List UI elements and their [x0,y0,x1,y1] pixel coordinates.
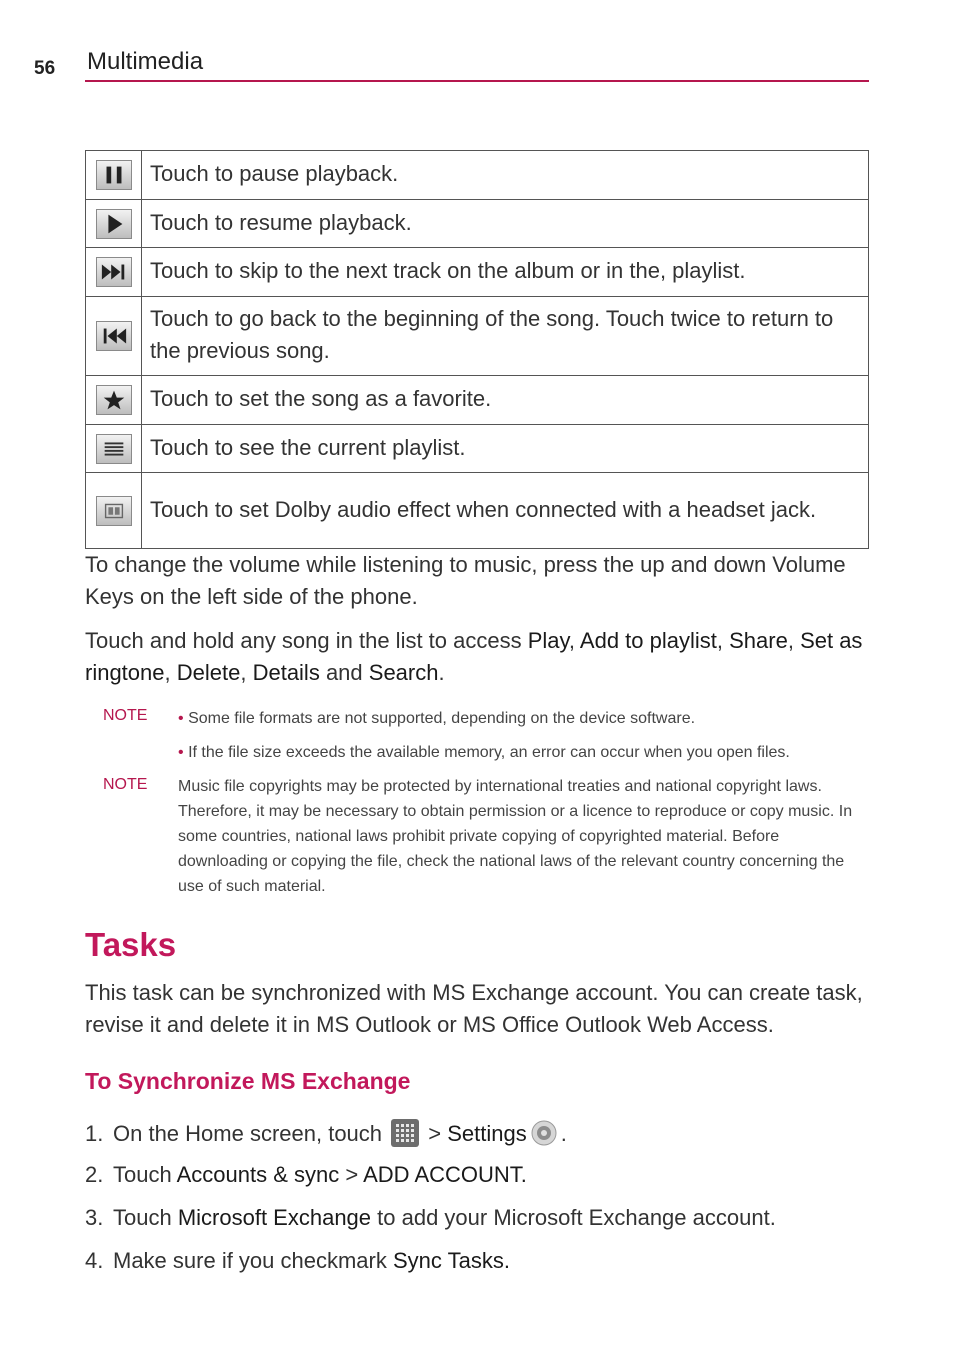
table-row [86,473,869,549]
table-row [86,425,869,473]
tasks-intro: This task can be synchronized with MS Exchange account. You can create task, revise it and delete it in MS Outlook or MS Office Outlook Web Access. [85,980,863,1037]
playlist-icon [96,434,132,464]
controls-table [85,150,869,549]
step-2: 2. Touch Accounts & sync > ADD ACCOUNT. [85,1162,527,1187]
sync-tasks-label: Sync Tasks. [392,1248,510,1273]
accounts-sync-label: Accounts & sync [176,1162,340,1187]
settings-gear-icon [530,1119,558,1147]
delete-option: Delete [176,660,241,685]
note-label: NOTE [103,776,148,793]
page-number: 56 [34,58,56,79]
settings-label: Settings [447,1121,527,1146]
note-bullet: • Some file formats are not supported, depending on the device software. [178,710,696,727]
header-divider [85,80,869,82]
play-option: Play [527,628,569,653]
control-description: Touch to pause playback. [142,151,869,200]
add-to-playlist-option: Add to playlist [579,628,717,653]
dolby-icon [96,496,132,526]
favorite-star-icon [96,385,132,415]
sync-subheading: To Synchronize MS Exchange [85,1068,411,1094]
note-label: NOTE [103,707,148,724]
control-description: Touch to go back to the beginning of the song. Touch twice to return to the previous song. [142,297,869,376]
table-row [86,297,869,376]
search-option: Search [368,660,439,685]
microsoft-exchange-label: Microsoft Exchange [177,1205,372,1230]
control-description: Touch to skip to the next track on the album or in the, playlist. [142,248,869,297]
step-3: 3. Touch Microsoft Exchange to add your Microsoft Exchange account. [85,1205,776,1230]
step-1: 1. On the Home screen, touch > Settings . [85,1121,567,1146]
play-icon [96,209,132,239]
song-options-paragraph: Touch and hold any song in the list to access Play, Add to playlist, Share, Set as ringtone, Delete, Details and Search. [85,628,863,685]
volume-paragraph: To change the volume while listening to music, press the up and down Volume Keys on the left side of the phone. [85,552,846,609]
skip-previous-icon [96,321,132,351]
control-description: Touch to set the song as a favorite. [142,376,869,425]
control-description: Touch to resume playback. [142,200,869,248]
control-description: Touch to see the current playlist. [142,425,869,473]
details-option: Details [252,660,320,685]
apps-grid-icon [391,1119,419,1147]
section-title: Multimedia [87,48,204,75]
set-as-ringtone-option: Set as ringtone [85,628,863,685]
pause-icon [96,160,132,190]
table-row [86,248,869,297]
share-option: Share [729,628,788,653]
skip-next-icon [96,257,132,287]
step-4: 4. Make sure if you checkmark Sync Tasks. [85,1248,510,1273]
tasks-heading: Tasks [85,926,177,963]
copyright-note: Music file copyrights may be protected by international treaties and national copyright laws. Therefore, it may be necessary to obtain permission or a licence to reproduce or copy music. In some countries, national laws prohibit private copying of copyrighted material. Before downloading or copying the file, check the national laws of the relevant country concerning the use of such material. [178,778,853,895]
control-description: Touch to set Dolby audio effect when connected with a headset jack. [142,473,869,549]
note-bullet: • If the file size exceeds the available memory, an error can occur when you open files. [178,744,790,761]
add-account-label: ADD ACCOUNT. [363,1162,527,1187]
table-row [86,200,869,248]
table-row [86,376,869,425]
table-row [86,151,869,200]
